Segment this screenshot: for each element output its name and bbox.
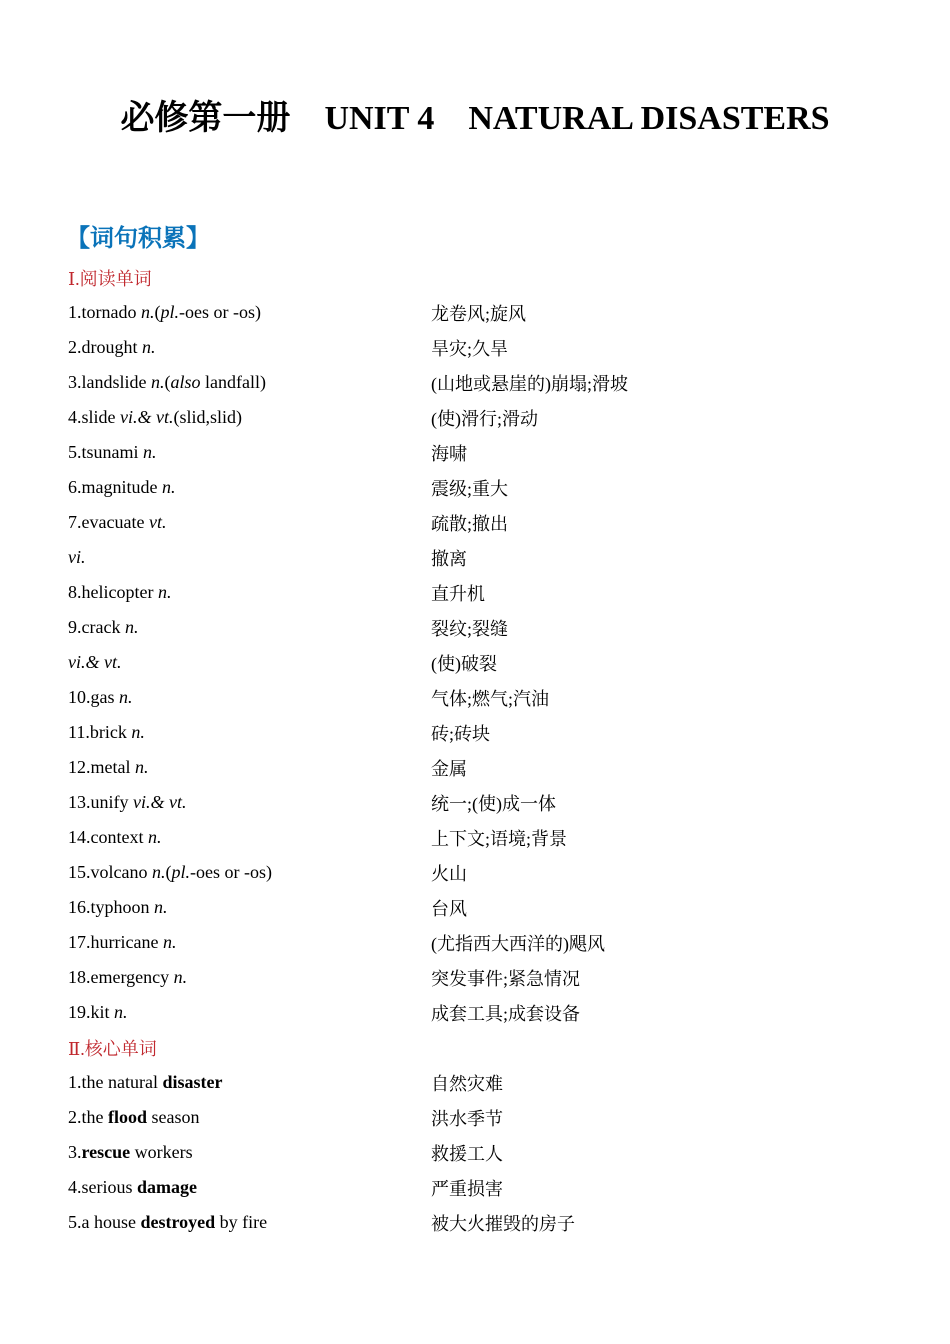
part-of-speech: vi.& vt. [68, 652, 122, 672]
word-entry [68, 722, 431, 743]
word-entry [68, 372, 431, 393]
word-text: unify [90, 792, 133, 812]
part-of-speech: vi. [68, 547, 86, 567]
word-number: 1. [68, 302, 82, 322]
word-number: 12. [68, 757, 91, 777]
part-of-speech: n. [161, 477, 176, 497]
note-text: -oes or -os) [179, 302, 261, 322]
part-of-speech: n. [114, 1002, 128, 1022]
word-entry [68, 512, 431, 533]
part-of-speech: n. [124, 617, 139, 637]
word-row [68, 890, 908, 925]
phrase-entry [68, 1107, 431, 1128]
part-of-speech: n. [142, 337, 156, 357]
word-entry [68, 547, 431, 568]
word-number: 17. [68, 932, 91, 952]
phrase-meaning: 救援工人 [431, 1143, 503, 1164]
phrase-keyword: rescue [81, 1142, 131, 1162]
word-entry [68, 617, 431, 638]
part-of-speech: n. [147, 827, 162, 847]
word-meaning: 海啸 [431, 443, 467, 464]
word-entry [68, 827, 431, 848]
word-row [68, 575, 908, 610]
word-text: tornado [81, 302, 141, 322]
title-unit: UNIT 4 [324, 100, 435, 137]
note-text: -oes or -os) [190, 862, 272, 882]
word-text: typhoon [90, 897, 155, 917]
part-of-speech: n. [119, 687, 133, 707]
word-meaning: 突发事件;紧急情况 [431, 968, 581, 989]
word-number: 7. [68, 512, 82, 532]
word-text: landslide [81, 372, 151, 392]
word-entry [68, 442, 431, 463]
reading-words-list [68, 295, 908, 1030]
word-number: 14. [68, 827, 91, 847]
word-row [68, 470, 908, 505]
part-of-speech: vi.& vt. [133, 792, 187, 812]
word-text: magnitude [81, 477, 162, 497]
part-of-speech: n. [151, 862, 166, 882]
note-italic: pl. [171, 862, 190, 882]
word-row [68, 505, 908, 540]
note-italic: pl. [160, 302, 179, 322]
phrase-number: 2. [68, 1107, 82, 1127]
phrase-number: 1. [68, 1072, 82, 1092]
word-entry [68, 477, 431, 498]
word-row [68, 645, 908, 680]
note-open: ( [165, 862, 172, 882]
word-meaning: 直升机 [431, 583, 485, 604]
word-entry [68, 967, 431, 988]
word-row [68, 540, 908, 575]
word-text: emergency [90, 967, 174, 987]
phrase-row [68, 1135, 908, 1170]
word-text: context [90, 827, 148, 847]
phrase-prefix: a house [81, 1212, 141, 1232]
word-entry [68, 792, 431, 813]
word-entry [68, 1002, 431, 1023]
part-of-speech: n. [157, 582, 172, 602]
word-entry [68, 897, 431, 918]
page-title [0, 97, 950, 141]
phrase-entry [68, 1072, 431, 1093]
part-of-speech: vi.& vt. [120, 407, 174, 427]
phrase-suffix: workers [130, 1142, 193, 1162]
word-number: 4. [68, 407, 82, 427]
part-of-speech: n. [134, 757, 149, 777]
word-row [68, 365, 908, 400]
part-of-speech: n. [173, 967, 188, 987]
phrase-row [68, 1100, 908, 1135]
word-number: 6. [68, 477, 82, 497]
word-meaning: 气体;燃气;汽油 [431, 688, 550, 709]
word-meaning: (山地或悬崖的)崩塌;滑坡 [431, 373, 628, 394]
word-text: helicopter [81, 582, 158, 602]
word-entry [68, 652, 431, 673]
word-row [68, 680, 908, 715]
reading-words-heading: Ⅰ.阅读单词 [68, 268, 152, 289]
word-entry [68, 687, 431, 708]
part-of-speech: n. [154, 897, 168, 917]
phrase-keyword: destroyed [140, 1212, 216, 1232]
word-text: hurricane [90, 932, 163, 952]
phrase-row [68, 1065, 908, 1100]
word-number: 15. [68, 862, 91, 882]
word-row [68, 925, 908, 960]
word-row [68, 400, 908, 435]
word-meaning: 震级;重大 [431, 478, 509, 499]
phrase-prefix: the natural [81, 1072, 163, 1092]
word-number: 3. [68, 372, 82, 392]
section-heading: 【词句积累】 [66, 226, 210, 252]
word-number: 2. [68, 337, 82, 357]
word-row [68, 855, 908, 890]
word-meaning: 龙卷风;旋风 [431, 303, 527, 324]
phrase-suffix: season [147, 1107, 200, 1127]
part-of-speech: n. [131, 722, 145, 742]
word-meaning: (尤指西大西洋的)飓风 [431, 933, 605, 954]
phrase-row [68, 1170, 908, 1205]
phrase-prefix: serious [81, 1177, 137, 1197]
word-meaning: 台风 [431, 898, 467, 919]
word-row [68, 995, 908, 1030]
word-number: 18. [68, 967, 91, 987]
word-text: slide [81, 407, 120, 427]
word-entry [68, 582, 431, 603]
word-number: 11. [68, 722, 90, 742]
core-words-heading: Ⅱ.核心单词 [68, 1038, 157, 1059]
word-number: 5. [68, 442, 82, 462]
phrase-prefix: the [81, 1107, 108, 1127]
word-text: tsunami [81, 442, 143, 462]
part-of-speech: n. [143, 442, 157, 462]
word-text: evacuate [81, 512, 149, 532]
word-row [68, 715, 908, 750]
word-number: 9. [68, 617, 82, 637]
word-entry [68, 302, 431, 323]
word-meaning: 统一;(使)成一体 [431, 793, 556, 814]
part-of-speech: n. [140, 302, 155, 322]
phrase-entry [68, 1212, 431, 1233]
phrase-keyword: flood [108, 1107, 148, 1127]
phrase-keyword: damage [137, 1177, 197, 1197]
word-meaning: (使)破裂 [431, 653, 497, 674]
part-of-speech: vt. [148, 512, 167, 532]
word-text: drought [81, 337, 142, 357]
word-row [68, 785, 908, 820]
word-row [68, 435, 908, 470]
word-text: gas [90, 687, 119, 707]
word-meaning: 砖;砖块 [431, 723, 491, 744]
phrase-meaning: 自然灾难 [431, 1073, 503, 1094]
phrase-number: 4. [68, 1177, 82, 1197]
word-row [68, 960, 908, 995]
core-words-list [68, 1065, 908, 1240]
word-number: 10. [68, 687, 91, 707]
word-meaning: 旱灾;久旱 [431, 338, 509, 359]
word-row [68, 295, 908, 330]
word-text: metal [90, 757, 135, 777]
note-text: (slid,slid) [173, 407, 242, 427]
phrase-meaning: 严重损害 [431, 1178, 503, 1199]
word-row [68, 820, 908, 855]
note-open: ( [154, 302, 161, 322]
word-meaning: 上下文;语境;背景 [431, 828, 568, 849]
word-number: 13. [68, 792, 91, 812]
word-text: brick [89, 722, 132, 742]
word-entry [68, 407, 431, 428]
phrase-meaning: 被大火摧毁的房子 [431, 1213, 575, 1234]
part-of-speech: n. [162, 932, 177, 952]
word-row [68, 750, 908, 785]
phrase-meaning: 洪水季节 [431, 1108, 503, 1129]
vocabulary-list [68, 260, 908, 1240]
word-entry [68, 757, 431, 778]
title-cn: 必修第一册 [120, 100, 291, 137]
word-row [68, 610, 908, 645]
word-text: crack [81, 617, 125, 637]
phrase-entry [68, 1177, 431, 1198]
word-meaning: 成套工具;成套设备 [431, 1003, 581, 1024]
phrase-suffix: by fire [215, 1212, 268, 1232]
word-row [68, 330, 908, 365]
part-of-speech: n. [151, 372, 165, 392]
word-meaning: 火山 [431, 863, 467, 884]
phrase-number: 5. [68, 1212, 82, 1232]
word-text: kit [90, 1002, 115, 1022]
word-number: 8. [68, 582, 82, 602]
word-meaning: 裂纹;裂缝 [431, 618, 509, 639]
word-entry [68, 337, 431, 358]
word-meaning: 金属 [431, 758, 467, 779]
title-name: NATURAL DISASTERS [468, 100, 830, 137]
word-meaning: 疏散;撤出 [431, 513, 509, 534]
note-open: ( [164, 372, 171, 392]
word-number: 16. [68, 897, 91, 917]
word-number: 19. [68, 1002, 91, 1022]
phrase-row [68, 1205, 908, 1240]
word-text: volcano [90, 862, 152, 882]
note-text: landfall) [200, 372, 266, 392]
note-italic: also [170, 372, 201, 392]
word-entry [68, 932, 431, 953]
word-entry [68, 862, 431, 883]
word-meaning: 撤离 [431, 548, 467, 569]
phrase-number: 3. [68, 1142, 82, 1162]
word-meaning: (使)滑行;滑动 [431, 408, 538, 429]
phrase-entry [68, 1142, 431, 1163]
phrase-keyword: disaster [162, 1072, 223, 1092]
